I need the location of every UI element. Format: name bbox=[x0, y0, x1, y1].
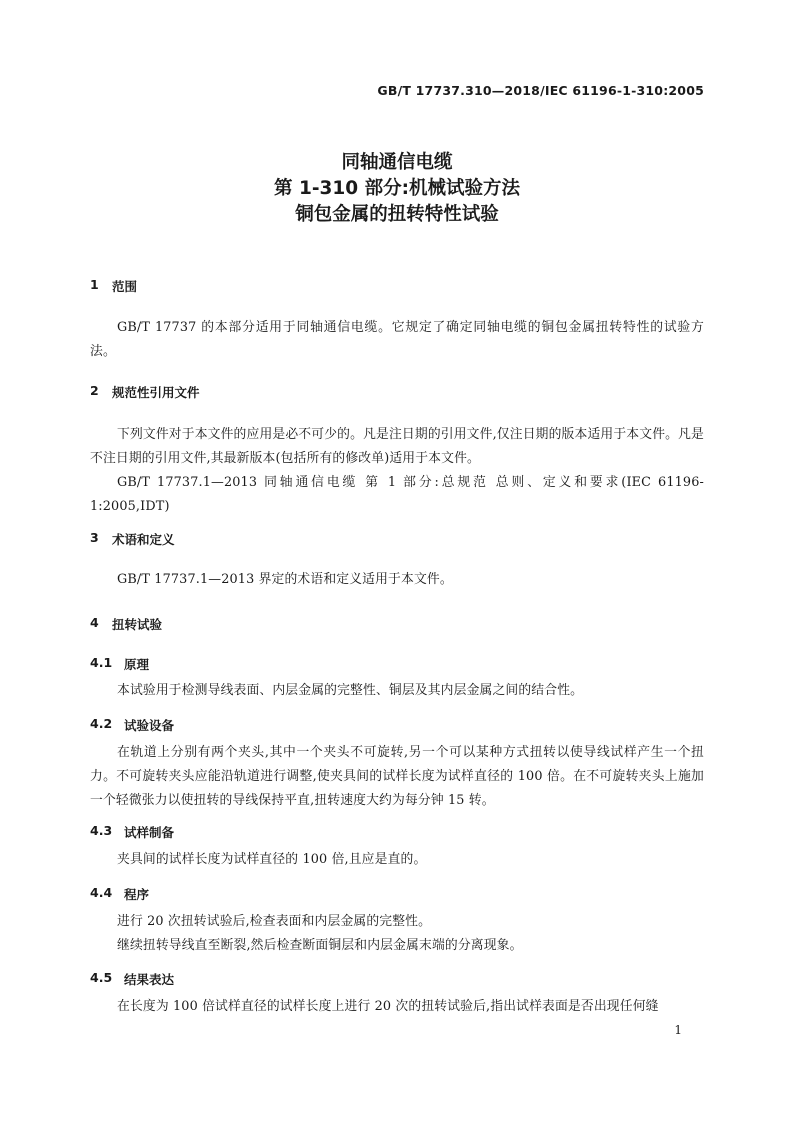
section-number: 1 bbox=[90, 277, 99, 292]
section-1-body bbox=[90, 316, 704, 364]
subsection-4-2-body bbox=[90, 741, 704, 813]
title-line-3: 铜包金属的扭转特性试验 bbox=[295, 204, 499, 225]
paragraph: 夹具间的试样长度为试样直径的 100 倍,且应是直的。 bbox=[117, 852, 427, 867]
subsection-number: 4.1 bbox=[90, 655, 113, 670]
paragraph: 在轨道上分别有两个夹头,其中一个夹头不可旋转,另一个可以某种方式扭转以使导线试样产生一个扭力。不可旋转夹头应能沿轨道进行调整,使夹具间的试样长度为试样直径的 100 倍。在不可旋转夹头上施加一个轻微张力以使扭转的导线保持平直,扭转速度大约为每分钟 15 转。 bbox=[90, 745, 704, 808]
subsection-number: 4.5 bbox=[90, 970, 113, 985]
paragraph: 下列文件对于本文件的应用是必不可少的。凡是注日期的引用文件,仅注日期的版本适用于本文件。凡是不注日期的引用文件,其最新版本(包括所有的修改单)适用于本文件。 bbox=[90, 427, 704, 466]
subsection-title: 试验设备 bbox=[124, 718, 175, 733]
title-line-2: 第 1-310 部分:机械试验方法 bbox=[274, 178, 520, 199]
section-3-heading bbox=[90, 530, 704, 548]
section-2-body bbox=[90, 423, 704, 519]
section-title: 规范性引用文件 bbox=[112, 385, 200, 400]
section-2-heading bbox=[90, 383, 704, 401]
paragraph: 在长度为 100 倍试样直径的试样长度上进行 20 次的扭转试验后,指出试样表面是否出现任何缝 bbox=[117, 999, 659, 1014]
subsection-number: 4.2 bbox=[90, 716, 113, 731]
standard-id-header: GB/T 17737.310—2018/IEC 61196-1-310:2005 bbox=[377, 83, 704, 98]
section-1-heading bbox=[90, 277, 704, 295]
subsection-title: 结果表达 bbox=[124, 972, 175, 987]
subsection-title: 试样制备 bbox=[124, 825, 175, 840]
section-title: 术语和定义 bbox=[112, 532, 175, 547]
subsection-4-5-body bbox=[90, 995, 704, 1019]
paragraph: 本试验用于检测导线表面、内层金属的完整性、铜层及其内层金属之间的结合性。 bbox=[117, 683, 584, 698]
section-number: 2 bbox=[90, 383, 99, 398]
subsection-4-3-heading bbox=[90, 823, 704, 841]
subsection-4-5-heading bbox=[90, 970, 704, 988]
section-number: 4 bbox=[90, 615, 99, 630]
paragraph: GB/T 17737 的本部分适用于同轴通信电缆。它规定了确定同轴电缆的铜包金属扭转特性的试验方法。 bbox=[90, 320, 704, 359]
section-4-heading bbox=[90, 615, 704, 633]
section-3-body bbox=[90, 568, 704, 592]
title-line-1: 同轴通信电缆 bbox=[341, 152, 453, 173]
subsection-4-4-heading bbox=[90, 885, 704, 903]
section-title: 范围 bbox=[112, 279, 138, 294]
paragraph: 进行 20 次扭转试验后,检查表面和内层金属的完整性。 bbox=[117, 914, 432, 929]
document-title bbox=[0, 150, 794, 228]
subsection-4-2-heading bbox=[90, 716, 704, 734]
subsection-title: 程序 bbox=[124, 887, 150, 902]
paragraph: GB/T 17737.1—2013 界定的术语和定义适用于本文件。 bbox=[117, 572, 453, 587]
subsection-4-4-body bbox=[90, 910, 704, 958]
section-title: 扭转试验 bbox=[112, 617, 163, 632]
normative-reference: GB/T 17737.1—2013 同轴通信电缆 第 1 部分:总规范 总则、定义和要求(IEC 61196-1:2005,IDT) bbox=[90, 475, 704, 514]
page-number: 1 bbox=[674, 1023, 682, 1037]
subsection-4-1-heading bbox=[90, 655, 704, 673]
subsection-title: 原理 bbox=[124, 657, 150, 672]
subsection-4-1-body bbox=[90, 679, 704, 703]
section-number: 3 bbox=[90, 530, 99, 545]
subsection-4-3-body bbox=[90, 848, 704, 872]
paragraph: 继续扭转导线直至断裂,然后检查断面铜层和内层金属末端的分离现象。 bbox=[117, 938, 523, 953]
subsection-number: 4.3 bbox=[90, 823, 113, 838]
subsection-number: 4.4 bbox=[90, 885, 113, 900]
